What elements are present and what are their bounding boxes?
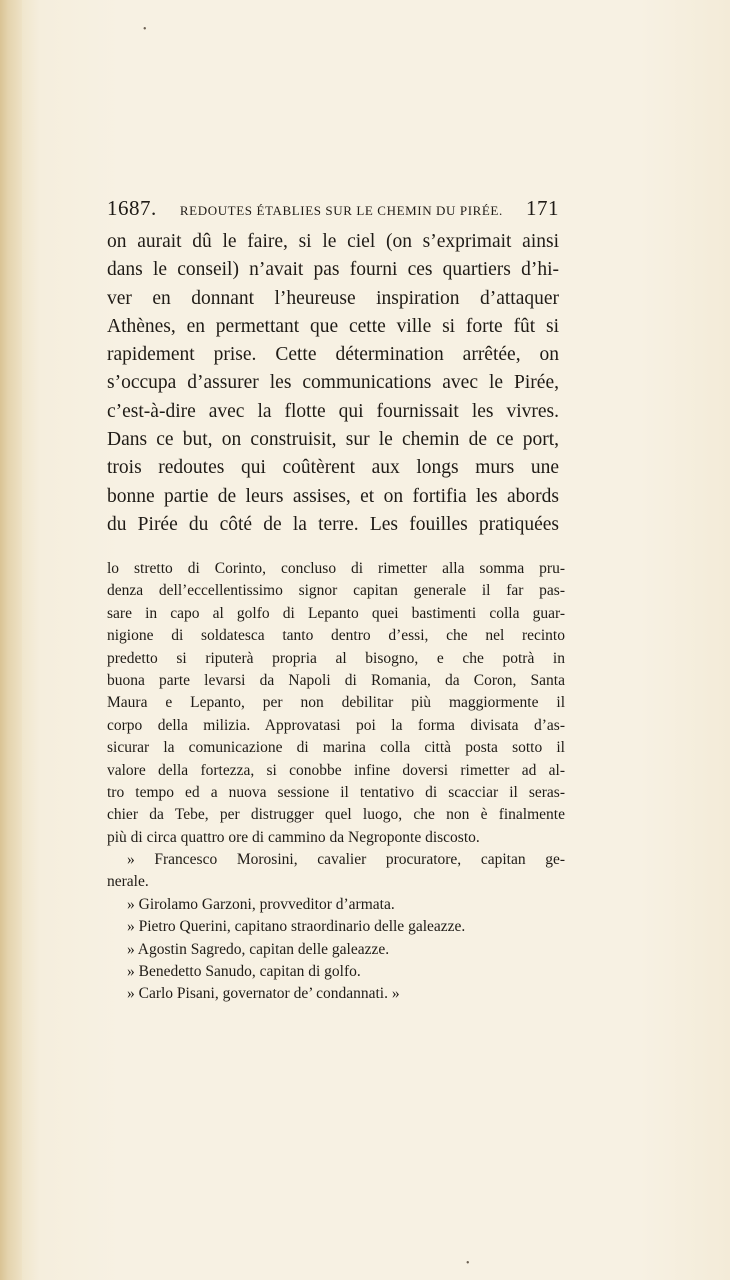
running-head-title: REDOUTES ÉTABLIES SUR LE CHEMIN DU PIRÉE. xyxy=(179,203,503,218)
footnote-line: buona parte levarsi da Napoli di Romania, da Coron, Santa xyxy=(107,671,565,689)
main-text-line: dans le conseil) n’avait pas fourni ces quartiers d’hi- xyxy=(107,259,559,281)
footnote-signatory-line: » Carlo Pisani, governator de’ condannati. » xyxy=(127,985,400,1003)
footnote-line: nerale. xyxy=(107,873,149,891)
running-head-year: 1687. xyxy=(107,196,157,220)
main-text-line: du Pirée du côté de la terre. Les fouilles pratiquées xyxy=(107,513,559,535)
footnote-line: denza dell’eccellentissimo signor capitan generale il far pas- xyxy=(107,582,565,600)
main-text-line: c’est-à-dire avec la flotte qui fournissait les vivres. xyxy=(107,400,559,422)
main-text-line: ver en donnant l’heureuse inspiration d’attaquer xyxy=(107,287,559,309)
main-text-line: Athènes, en permettant que cette ville si forte fût si xyxy=(107,315,559,337)
footnote-line: Maura e Lepanto, per non debilitar più maggiormente il xyxy=(107,694,565,712)
footnote-signatory-line: » Francesco Morosini, cavalier procuratore, capitan ge- xyxy=(127,851,565,869)
main-text-line: trois redoutes qui coûtèrent aux longs murs une xyxy=(107,457,559,479)
main-text-line: rapidement prise. Cette détermination arrêtée, on xyxy=(107,344,559,366)
running-head xyxy=(107,196,559,226)
top-speck-mark: • xyxy=(143,24,147,35)
page-number: 171 xyxy=(526,196,559,220)
main-text-line: s’occupa d’assurer les communications avec le Pirée, xyxy=(107,372,559,394)
footnote-line: chier da Tebe, per distrugger quel luogo, che non è finalmente xyxy=(107,806,565,824)
footnote-line: più di circa quattro ore di cammino da Negroponte discosto. xyxy=(107,828,480,846)
main-text-line: Dans ce but, on construisit, sur le chemin de ce port, xyxy=(107,429,559,451)
footnote-line: tro tempo ed a nuova sessione il tentativo di scacciar il seras- xyxy=(107,783,565,801)
footnote-line: predetto si riputerà propria al bisogno, e che potrà in xyxy=(107,649,565,667)
footnote-line: valore della fortezza, si conobbe infine doversi rimetter ad al- xyxy=(107,761,565,779)
main-text-block xyxy=(107,228,559,539)
footnote-line: sare in capo al golfo di Lepanto quei bastimenti colla guar- xyxy=(107,604,565,622)
bottom-speck-mark: • xyxy=(466,1258,470,1269)
footnote-line: sicurar la comunicazione di marina colla città posta sotto il xyxy=(107,739,565,757)
footnote-block xyxy=(107,558,565,1006)
footnote-line: corpo della milizia. Approvatasi poi la forma divisata d’as- xyxy=(107,716,565,734)
main-text-line: bonne partie de leurs assises, et on fortifia les abords xyxy=(107,485,559,507)
footnote-line: nigione di soldatesca tanto dentro d’essi, che nel recinto xyxy=(107,627,565,645)
page-spine-shadow xyxy=(0,0,22,1280)
footnote-signatory-line: » Benedetto Sanudo, capitan di golfo. xyxy=(127,963,361,981)
footnote-signatory-line: » Pietro Querini, capitano straordinario delle galeazze. xyxy=(127,918,466,936)
main-text-line: on aurait dû le faire, si le ciel (on s’exprimait ainsi xyxy=(107,231,559,252)
footnote-signatory-line: » Girolamo Garzoni, provveditor d’armata. xyxy=(127,895,395,913)
footnote-signatory-line: » Agostin Sagredo, capitan delle galeazze. xyxy=(127,940,390,958)
footnote-line: lo stretto di Corinto, concluso di rimetter alla somma pru- xyxy=(107,560,565,577)
